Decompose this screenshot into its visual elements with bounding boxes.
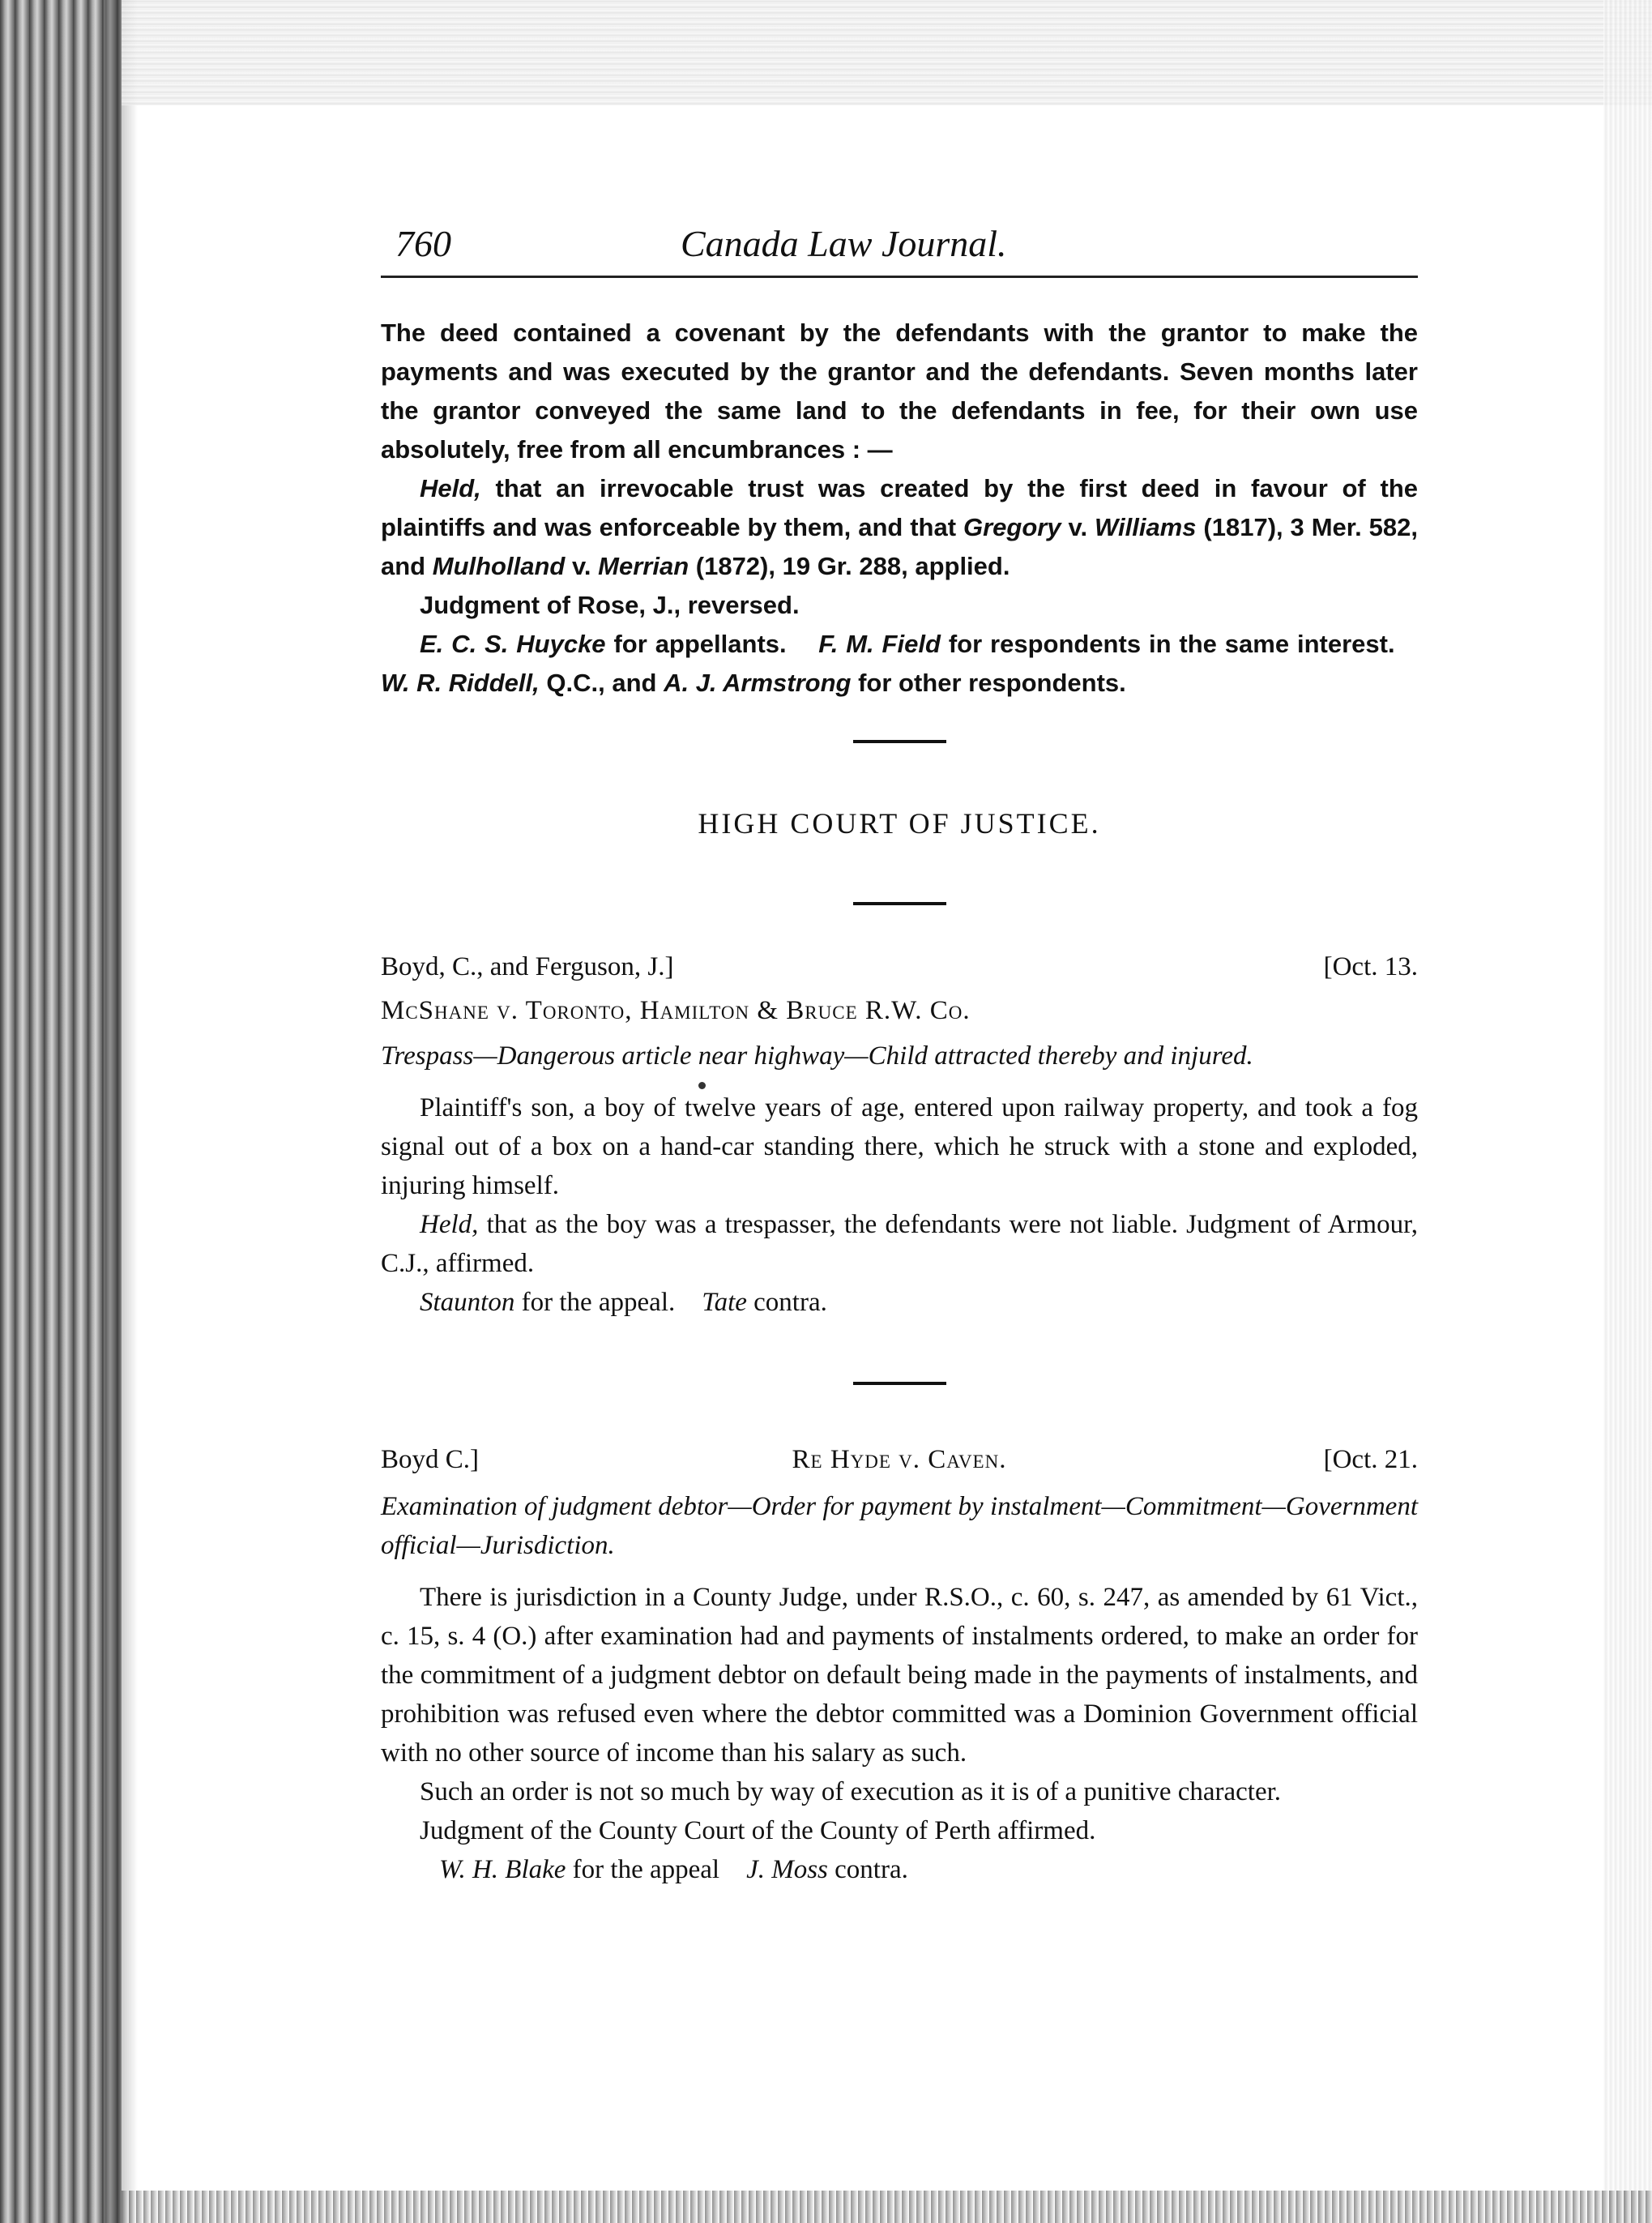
counsel-tate: Tate xyxy=(702,1288,747,1317)
punitive-paragraph: Such an order is not so much by way of execution as it is of a punitive character. xyxy=(420,1777,1282,1806)
citation-mulholland: Mulholland xyxy=(432,552,566,580)
case-catchwords: Trespass—Dangerous article near highway—Child attracted thereby and injured. xyxy=(381,1041,1253,1071)
counsel-respondents: for respondents in the same interest. xyxy=(948,630,1395,658)
counsel-contra: contra. xyxy=(753,1288,827,1317)
scan-noise-top xyxy=(122,0,1652,105)
citation-merrian-ref: (1872), 19 Gr. 288, applied. xyxy=(695,552,1010,580)
counsel-other: for other respondents. xyxy=(858,669,1126,697)
held-text: that an irrevocable trust was created by the first deed in favour of the plaintiffs and was enforceable by them, and that xyxy=(381,474,1418,541)
held-label: Held, xyxy=(420,474,481,502)
counsel-huycke: E. C. S. Huycke xyxy=(420,630,606,658)
held-paragraph xyxy=(381,469,1418,586)
journal-page xyxy=(381,219,1418,1889)
case-header xyxy=(381,952,1418,991)
scan-shadow-left xyxy=(0,0,122,2223)
case-name: Re Hyde v. Caven. xyxy=(792,1445,1007,1474)
case-date: [Oct. 21. xyxy=(1323,1445,1418,1474)
counsel-appeal: for the appeal xyxy=(572,1855,720,1884)
counsel-paragraph xyxy=(381,625,1418,703)
section-divider xyxy=(853,740,946,743)
stray-mark xyxy=(698,1082,706,1089)
citation-gregory: Gregory xyxy=(963,513,1061,541)
counsel-paragraph xyxy=(381,1283,1418,1322)
citation-merrian: Merrian xyxy=(598,552,689,580)
case-mcshane xyxy=(381,952,1418,1322)
citation-williams: Williams xyxy=(1095,513,1197,541)
case-catchwords: Examination of judgment debtor—Order for payment by instalment—Commitment—Government official—Jurisdiction. xyxy=(381,1492,1418,1560)
case-header xyxy=(381,1445,1418,1484)
case-date: [Oct. 13. xyxy=(1323,952,1418,981)
case-judges: Boyd, C., and Ferguson, J.] xyxy=(381,952,674,981)
counsel-staunton: Staunton xyxy=(420,1288,515,1317)
case-name: McShane v. Toronto, Hamilton & Bruce R.W. Co. xyxy=(381,996,971,1025)
case-hyde xyxy=(381,1445,1418,1889)
held-paragraph xyxy=(381,1205,1418,1283)
counsel-blake: W. H. Blake xyxy=(439,1855,566,1884)
held-label: Held, xyxy=(420,1210,479,1239)
first-case-body xyxy=(381,314,1418,703)
scan-noise-bottom xyxy=(122,2191,1652,2223)
case-judges: Boyd C.] xyxy=(381,1445,480,1474)
held-text: that as the boy was a trespasser, the defendants were not liable. Judgment of Armour, C.J., affirmed. xyxy=(381,1210,1419,1278)
case-divider xyxy=(853,1382,946,1385)
journal-title: Canada Law Journal. xyxy=(681,223,1007,264)
counsel-contra: contra. xyxy=(835,1855,908,1884)
facts-paragraph: There is jurisdiction in a County Judge, under R.S.O., c. 60, s. 247, as amended by 61 Vict., c. 15, s. 4 (O.) after examination had and payments of instalments ordered, to make an order for the commitment of a judgment debtor on default being made in the payments of instalments, and prohibition was refused even where the debtor committed was a Dominion Government official with no other source of income than his salary as such. xyxy=(381,1583,1418,1768)
counsel-appellants: for appellants. xyxy=(613,630,787,658)
judgment-line: Judgment of Rose, J., reversed. xyxy=(420,591,800,619)
facts-paragraph: Plaintiff's son, a boy of twelve years of age, entered upon railway property, and took a fog signal out of a box on a hand-car standing there, which he struck with a stone and exploded, injuring himself. xyxy=(381,1093,1418,1200)
citation-v2: v. xyxy=(571,552,591,580)
counsel-moss: J. Moss xyxy=(746,1855,828,1884)
citation-williams-ref: (1817), 3 Mer. 582, and xyxy=(381,513,1418,580)
counsel-appeal: for the appeal. xyxy=(521,1288,676,1317)
judgment-line: Judgment of the County Court of the County of Perth affirmed. xyxy=(420,1816,1096,1845)
counsel-riddell: W. R. Riddell, xyxy=(381,669,540,697)
section-divider xyxy=(853,902,946,905)
section-title: HIGH COURT OF JUSTICE. xyxy=(698,807,1101,840)
scan-noise-right xyxy=(1603,0,1652,2223)
counsel-paragraph xyxy=(381,1850,1418,1889)
facts-paragraph: The deed contained a covenant by the defendants with the grantor to make the payments and was executed by the grantor and the defendants. Seven months later the grantor conveyed the same land to the defendants in fee, for their own use absolutely, free from all encumbrances : — xyxy=(381,318,1418,464)
running-head xyxy=(381,219,1418,278)
counsel-armstrong: A. J. Armstrong xyxy=(664,669,852,697)
citation-v1: v. xyxy=(1068,513,1088,541)
counsel-field: F. M. Field xyxy=(818,630,941,658)
page-number: 760 xyxy=(395,223,451,264)
counsel-qc: Q.C., and xyxy=(546,669,657,697)
